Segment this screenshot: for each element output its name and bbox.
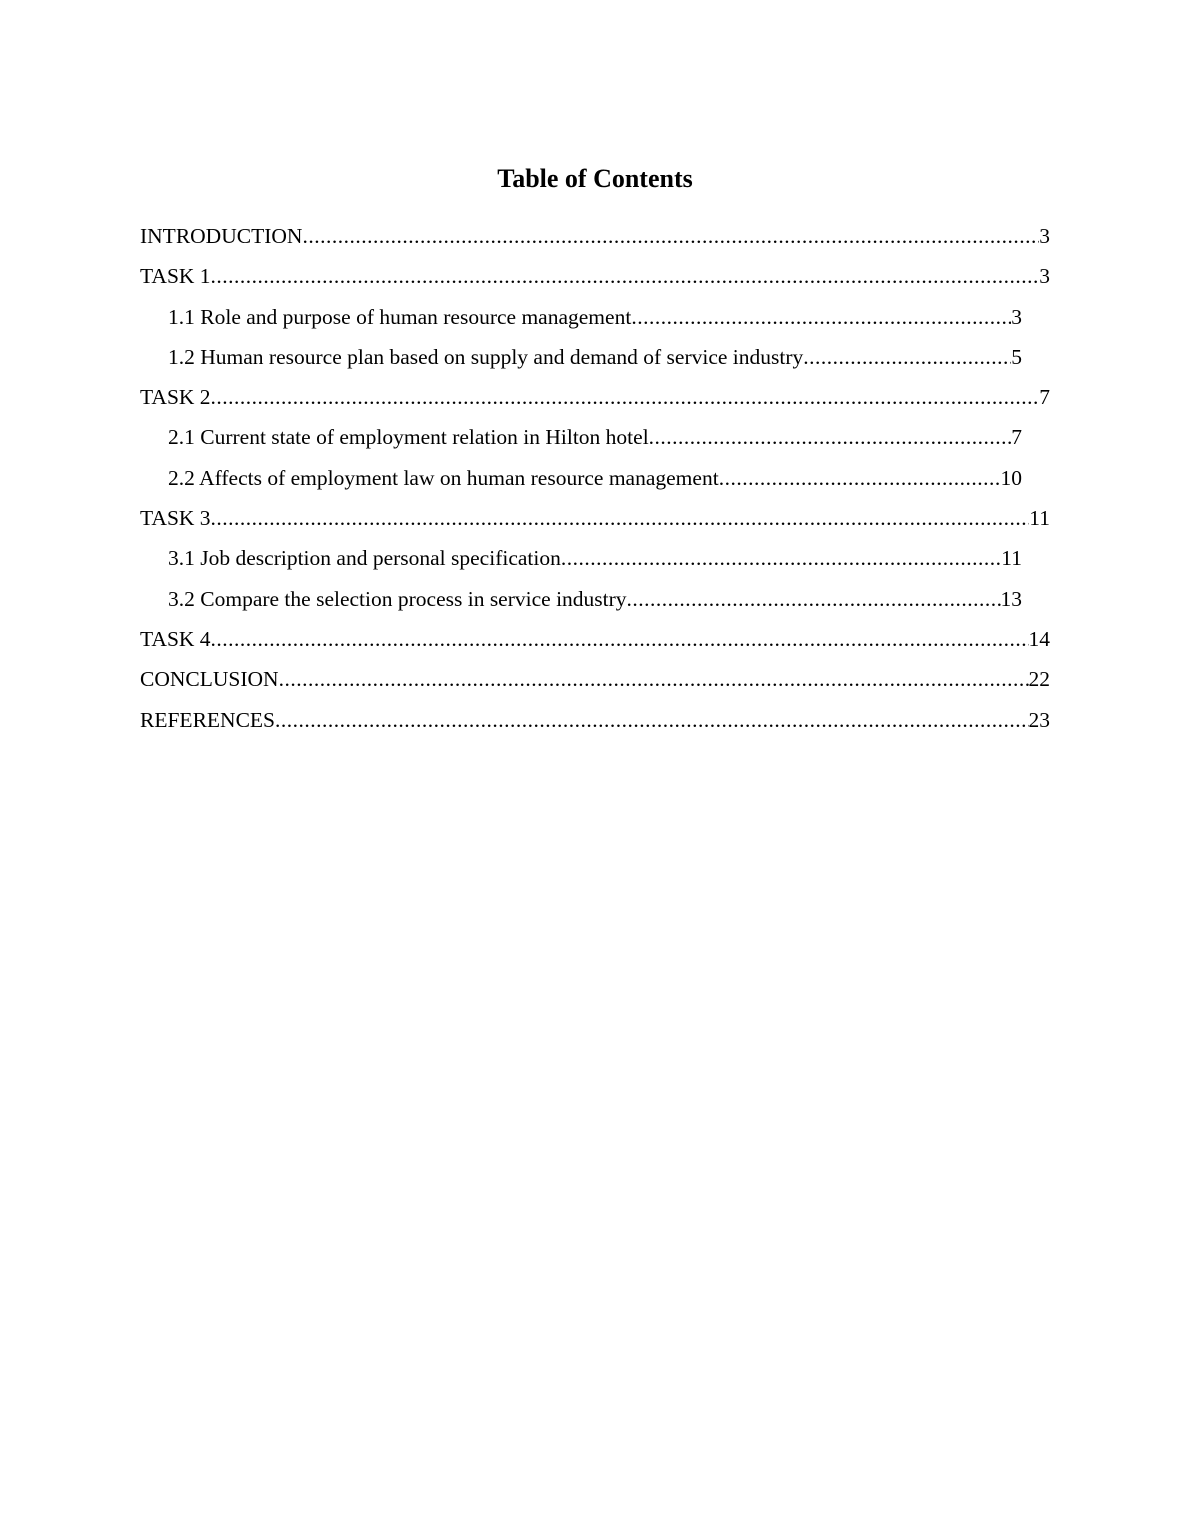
toc-dot-leader <box>211 260 1040 292</box>
toc-page-number: 7 <box>1039 385 1050 410</box>
toc-dot-leader <box>211 502 1030 534</box>
toc-page-number: 14 <box>1028 626 1050 651</box>
toc-entry-conclusion[interactable] <box>140 663 1050 703</box>
toc-entry-label: CONCLUSION <box>140 667 279 692</box>
toc-entry-label: 1.1 Role and purpose of human resource management <box>168 304 632 329</box>
toc-dot-leader <box>803 341 1011 373</box>
toc-entry-3-2[interactable] <box>168 583 1022 623</box>
toc-dot-leader <box>279 663 1029 695</box>
toc-entry-label: INTRODUCTION <box>140 224 303 248</box>
toc-entry-3-1[interactable] <box>168 542 1022 582</box>
toc-page-number: 11 <box>1029 506 1050 531</box>
toc-entry-label: TASK 3 <box>140 506 211 531</box>
toc-dot-leader <box>211 381 1040 413</box>
toc-entry-label: REFERENCES <box>140 707 275 732</box>
toc-dot-leader <box>561 542 1001 574</box>
toc-page-number: 3 <box>1011 304 1022 329</box>
toc-entry-label: 1.2 Human resource plan based on supply and demand of service industry <box>168 344 804 369</box>
toc-title: Table of Contents <box>497 164 693 193</box>
toc-entry-task-2[interactable] <box>140 381 1050 421</box>
toc-page-number: 3 <box>1039 224 1050 248</box>
toc-page-number: 22 <box>1028 667 1050 692</box>
toc-dot-leader <box>275 704 1029 736</box>
toc-page-number: 7 <box>1011 425 1022 450</box>
toc-entry-label: 3.1 Job description and personal specification <box>168 546 561 571</box>
toc-entry-task-3[interactable] <box>140 502 1050 542</box>
toc-entry-references[interactable] <box>140 704 1050 744</box>
toc-page-number: 10 <box>1000 465 1022 490</box>
toc-entry-2-1[interactable] <box>168 421 1022 461</box>
toc-dot-leader <box>211 623 1029 655</box>
toc-page-number: 3 <box>1039 264 1050 289</box>
toc-list <box>140 220 1050 744</box>
toc-entry-label: TASK 1 <box>140 264 211 289</box>
toc-dot-leader <box>302 220 1039 252</box>
toc-entry-task-4[interactable] <box>140 623 1050 663</box>
toc-page-number: 11 <box>1001 546 1022 571</box>
toc-page-number: 23 <box>1028 707 1050 732</box>
toc-entry-2-2[interactable] <box>168 462 1022 502</box>
toc-entry-label: TASK 2 <box>140 385 211 410</box>
toc-entry-1-1[interactable] <box>168 301 1022 341</box>
toc-entry-label: 2.2 Affects of employment law on human resource management <box>168 465 719 490</box>
toc-dot-leader <box>719 462 1001 494</box>
toc-entry-1-2[interactable] <box>168 341 1022 381</box>
toc-entry-label: 3.2 Compare the selection process in service industry <box>168 586 627 611</box>
toc-entry-label: 2.1 Current state of employment relation in Hilton hotel <box>168 425 649 450</box>
toc-page-number: 5 <box>1011 344 1022 369</box>
toc-entry-label: TASK 4 <box>140 626 211 651</box>
toc-entry-task-1[interactable] <box>140 260 1050 300</box>
toc-entry-introduction[interactable] <box>140 220 1050 260</box>
toc-page-number: 13 <box>1000 586 1022 611</box>
toc-dot-leader <box>649 421 1012 453</box>
toc-dot-leader <box>631 301 1011 333</box>
toc-dot-leader <box>627 583 1001 615</box>
